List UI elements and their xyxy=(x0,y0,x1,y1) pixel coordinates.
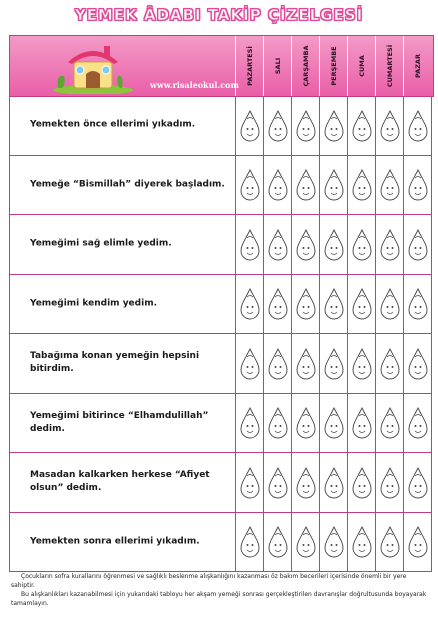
day-cell[interactable] xyxy=(403,275,432,334)
day-cell[interactable] xyxy=(403,453,432,512)
footer-paragraph: Çocukların sofra kurallarını öğrenmesi ve sağlıklı beslenme alışkanlığını kazanması öz bakım becerileri içerisinde önemli bir yere sahiptir. xyxy=(11,573,407,589)
day-cell[interactable] xyxy=(347,215,376,274)
drop-face-icon xyxy=(351,347,373,385)
day-cell[interactable] xyxy=(375,215,404,274)
drop-face-icon xyxy=(239,347,261,385)
day-cell[interactable] xyxy=(319,215,348,274)
day-cell[interactable] xyxy=(291,156,320,215)
house-icon xyxy=(48,40,138,94)
drop-face-icon xyxy=(267,168,289,206)
drop-face-icon xyxy=(407,228,429,266)
table-row xyxy=(9,453,432,513)
drop-face-icon xyxy=(267,525,289,563)
day-cell[interactable] xyxy=(403,156,432,215)
day-cell[interactable] xyxy=(235,275,264,334)
day-cell[interactable] xyxy=(347,275,376,334)
drop-face-icon xyxy=(407,466,429,504)
day-header-cell xyxy=(319,36,348,96)
chart-title: YEMEK ÂDABI TAKİP ÇİZELGESİ xyxy=(74,6,364,24)
drop-face-icon xyxy=(351,228,373,266)
behavior-label: Yemeğimi bitirince “Elhamdulillah” dedim. xyxy=(30,410,209,434)
day-cell[interactable] xyxy=(375,275,404,334)
drop-face-icon xyxy=(407,109,429,147)
drop-face-icon xyxy=(267,406,289,444)
day-cell[interactable] xyxy=(291,96,320,155)
day-cell[interactable] xyxy=(291,215,320,274)
table-row xyxy=(9,156,432,216)
day-cell[interactable] xyxy=(235,394,264,453)
drop-face-icon xyxy=(323,287,345,325)
day-cell[interactable] xyxy=(347,453,376,512)
footer-paragraph: Bu alışkanlıkları kazanabilmesi için yukarıdaki tabloyu her akşam yemeği sonrası gerçekleştirilen davranışlar doğrultusunda boyayarak tamamlayın. xyxy=(11,591,427,607)
behavior-label: Yemeğimi kendim yedim. xyxy=(30,298,157,309)
day-cell[interactable] xyxy=(347,334,376,393)
drop-face-icon xyxy=(407,168,429,206)
day-cell[interactable] xyxy=(235,215,264,274)
day-cell[interactable] xyxy=(319,96,348,155)
day-label: ÇARŞAMBA xyxy=(302,45,310,87)
drop-face-icon xyxy=(239,406,261,444)
drop-face-icon xyxy=(295,347,317,385)
behavior-label: Tabağıma konan yemeğin hepsini bitirdim. xyxy=(30,351,200,375)
day-cell[interactable] xyxy=(403,215,432,274)
table-header xyxy=(9,35,434,97)
drop-face-icon xyxy=(239,168,261,206)
drop-face-icon xyxy=(239,525,261,563)
behavior-label: Yemeğe “Bismillah” diyerek başladım. xyxy=(30,179,225,190)
day-header-cell xyxy=(347,36,376,96)
day-cell[interactable] xyxy=(375,334,404,393)
day-cell[interactable] xyxy=(291,394,320,453)
day-cell[interactable] xyxy=(319,275,348,334)
day-cell[interactable] xyxy=(235,96,264,155)
behavior-label: Masadan kalkarken herkese “Afiyet olsun” dedim. xyxy=(30,470,210,494)
day-header-cell xyxy=(291,36,320,96)
day-cell[interactable] xyxy=(375,394,404,453)
drop-face-icon xyxy=(351,287,373,325)
day-header-cell xyxy=(235,36,264,96)
drop-face-icon xyxy=(323,347,345,385)
day-cell[interactable] xyxy=(291,453,320,512)
day-label: CUMA xyxy=(358,55,366,77)
drop-face-icon xyxy=(323,228,345,266)
drop-face-icon xyxy=(295,168,317,206)
drop-face-icon xyxy=(323,525,345,563)
drop-face-icon xyxy=(323,406,345,444)
behavior-label: Yemekten önce ellerimi yıkadım. xyxy=(30,119,196,130)
day-cell[interactable] xyxy=(319,156,348,215)
table-row xyxy=(9,394,432,454)
drop-face-icon xyxy=(295,525,317,563)
drop-face-icon xyxy=(379,109,401,147)
day-cell[interactable] xyxy=(263,156,292,215)
footer-text xyxy=(11,572,431,608)
behavior-label: Yemekten sonra ellerimi yıkadım. xyxy=(30,536,200,547)
day-cell[interactable] xyxy=(235,334,264,393)
day-cell[interactable] xyxy=(319,394,348,453)
drop-face-icon xyxy=(379,525,401,563)
drop-face-icon xyxy=(351,109,373,147)
day-cell[interactable] xyxy=(403,96,432,155)
day-cell[interactable] xyxy=(263,334,292,393)
drop-face-icon xyxy=(351,525,373,563)
drop-face-icon xyxy=(407,287,429,325)
day-cell[interactable] xyxy=(319,453,348,512)
table-row xyxy=(9,96,432,156)
day-cell[interactable] xyxy=(319,334,348,393)
drop-face-icon xyxy=(267,109,289,147)
drop-face-icon xyxy=(267,466,289,504)
drop-face-icon xyxy=(407,525,429,563)
drop-face-icon xyxy=(379,228,401,266)
day-cell[interactable] xyxy=(263,453,292,512)
day-cell[interactable] xyxy=(375,453,404,512)
drop-face-icon xyxy=(267,228,289,266)
drop-face-icon xyxy=(379,287,401,325)
day-header-cell xyxy=(263,36,292,96)
day-header-cell xyxy=(375,36,404,96)
drop-face-icon xyxy=(267,287,289,325)
site-url: www.risaleokul.com xyxy=(150,80,239,90)
day-cell[interactable] xyxy=(263,394,292,453)
drop-face-icon xyxy=(407,347,429,385)
drop-face-icon xyxy=(239,109,261,147)
drop-face-icon xyxy=(379,168,401,206)
day-cell[interactable] xyxy=(375,96,404,155)
drop-face-icon xyxy=(239,287,261,325)
day-cell[interactable] xyxy=(291,275,320,334)
drop-face-icon xyxy=(295,406,317,444)
day-cell[interactable] xyxy=(403,394,432,453)
drop-face-icon xyxy=(295,228,317,266)
day-cell[interactable] xyxy=(235,156,264,215)
day-cell[interactable] xyxy=(347,156,376,215)
day-header-cell xyxy=(403,36,432,96)
drop-face-icon xyxy=(295,466,317,504)
day-cell[interactable] xyxy=(263,96,292,155)
day-label: PAZARTESİ xyxy=(246,46,254,86)
drop-face-icon xyxy=(379,466,401,504)
drop-face-icon xyxy=(295,109,317,147)
drop-face-icon xyxy=(295,287,317,325)
day-cell[interactable] xyxy=(263,215,292,274)
drop-face-icon xyxy=(351,168,373,206)
day-label: PERŞEMBE xyxy=(330,46,338,86)
drop-face-icon xyxy=(239,228,261,266)
day-cell[interactable] xyxy=(291,334,320,393)
drop-face-icon xyxy=(323,109,345,147)
drop-face-icon xyxy=(267,347,289,385)
behavior-label: Yemeğimi sağ elimle yedim. xyxy=(30,238,172,249)
day-cell[interactable] xyxy=(375,513,404,572)
day-cell[interactable] xyxy=(403,513,432,572)
day-cell[interactable] xyxy=(235,513,264,572)
day-label: SALI xyxy=(274,57,282,75)
drop-face-icon xyxy=(379,406,401,444)
table-row xyxy=(9,275,432,335)
day-cell[interactable] xyxy=(291,513,320,572)
day-label: PAZAR xyxy=(414,54,422,78)
day-cell[interactable] xyxy=(375,156,404,215)
day-cell[interactable] xyxy=(403,334,432,393)
table-row xyxy=(9,334,432,394)
drop-face-icon xyxy=(323,466,345,504)
table-row xyxy=(9,215,432,275)
drop-face-icon xyxy=(351,466,373,504)
day-label: CUMARTESİ xyxy=(386,44,394,88)
day-cell[interactable] xyxy=(263,275,292,334)
day-cell[interactable] xyxy=(235,453,264,512)
day-cell[interactable] xyxy=(319,513,348,572)
drop-face-icon xyxy=(323,168,345,206)
day-cell[interactable] xyxy=(263,513,292,572)
day-cell[interactable] xyxy=(347,96,376,155)
drop-face-icon xyxy=(351,406,373,444)
drop-face-icon xyxy=(379,347,401,385)
table-row xyxy=(9,513,432,573)
day-cell[interactable] xyxy=(347,513,376,572)
day-cell[interactable] xyxy=(347,394,376,453)
drop-face-icon xyxy=(407,406,429,444)
drop-face-icon xyxy=(239,466,261,504)
